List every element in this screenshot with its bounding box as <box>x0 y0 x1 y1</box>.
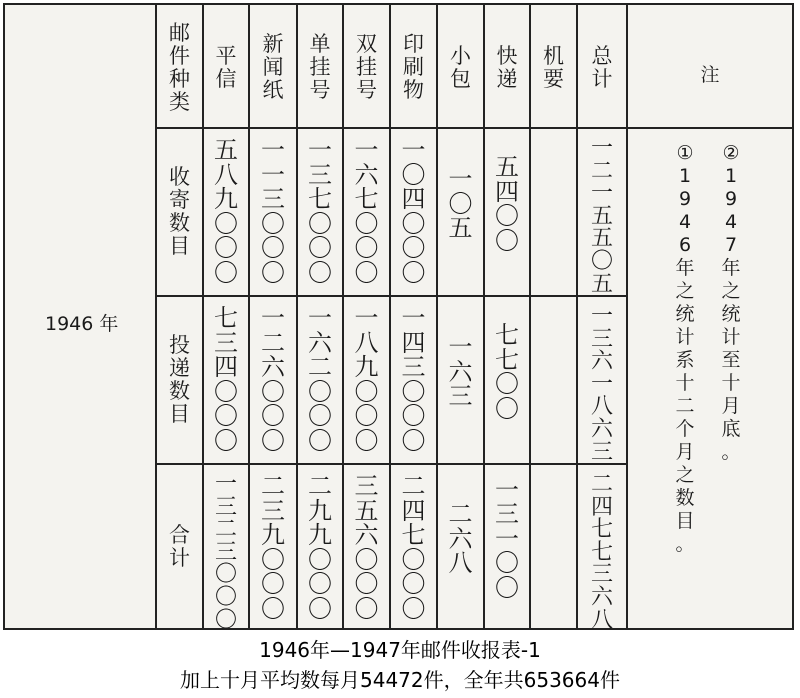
header-single_reg: 单 挂 号 <box>309 32 331 102</box>
header-newspaper: 新 闻 纸 <box>262 32 284 102</box>
header-express: 快 递 <box>496 43 518 91</box>
cell-r3-express: 一 三 一 〇 〇 <box>495 475 519 602</box>
cell-r1-ordinary: 五 八 九 〇 〇 〇 <box>214 136 238 287</box>
cell-r1-total: 一 二 一 五 五 〇 五 <box>590 136 613 297</box>
cell-r2-single_reg: 一 六 二 〇 〇 〇 <box>308 304 332 455</box>
row-label-3: 合 计 <box>169 523 190 570</box>
cell-r3-printed: 二 四 七 〇 〇 〇 <box>401 472 426 623</box>
cell-r2-double_reg: 一 八 九 〇 〇 〇 <box>354 304 379 455</box>
cell-r2-parcel: 一 六 三 <box>448 333 473 411</box>
header-total: 总 计 <box>591 43 613 91</box>
header-note: 注 <box>700 64 720 86</box>
table-subtitle: 加上十月平均数每月54472件，全年共653664件 <box>180 668 620 692</box>
header-double_reg: 双 挂 号 <box>356 32 377 102</box>
cell-r2-total: 一 三 六 一 八 六 三 <box>590 304 613 465</box>
cell-r2-express: 七 七 〇 〇 <box>495 321 519 423</box>
cell-r3-double_reg: 三 五 六 〇 〇 〇 <box>354 472 379 623</box>
row-label-2: 投 递 数 目 <box>169 333 190 426</box>
cell-r2-printed: 一 四 三 〇 〇 〇 <box>401 304 426 455</box>
header-confidential: 机 要 <box>543 43 564 91</box>
cell-r3-ordinary: 一 三 二 三 〇 〇 〇 <box>214 472 237 633</box>
note-2: ② 1 9 4 7 年 之 统 计 至 十 月 底 。 <box>721 142 741 463</box>
cell-r2-ordinary: 七 三 四 〇 〇 〇 <box>214 304 238 455</box>
cell-r1-single_reg: 一 三 七 〇 〇 〇 <box>308 136 332 287</box>
cell-r3-total: 二 四 七 七 三 六 八 <box>590 472 613 633</box>
cell-r3-single_reg: 二 九 九 〇 〇 〇 <box>308 472 332 623</box>
cell-r2-newspaper: 一 二 六 〇 〇 〇 <box>261 304 285 455</box>
header-printed: 印 刷 物 <box>403 32 424 102</box>
header-category: 邮 件 种 类 <box>169 20 190 114</box>
grid-hline <box>156 463 627 465</box>
row-label-1: 收 寄 数 目 <box>169 165 190 258</box>
cell-r1-parcel: 一 〇 五 <box>448 165 473 243</box>
note-1: ① 1 9 4 6 年 之 统 计 系 十 二 个 月 之 数 目 。 <box>675 142 695 555</box>
cell-r1-express: 五 四 〇 〇 <box>495 153 519 255</box>
cell-r1-double_reg: 一 六 七 〇 〇 〇 <box>354 136 379 287</box>
header-parcel: 小 包 <box>450 43 471 91</box>
grid-hline <box>156 295 627 297</box>
header-ordinary: 平 信 <box>215 43 237 91</box>
cell-r1-printed: 一 〇 四 〇 〇 〇 <box>401 136 426 287</box>
year-label: 1946 年 <box>45 313 119 335</box>
cell-r3-newspaper: 二 三 九 〇 〇 〇 <box>261 472 285 623</box>
cell-r3-parcel: 二 六 八 <box>448 500 473 578</box>
grid-hline <box>156 127 794 129</box>
cell-r1-newspaper: 一 一 三 〇 〇 〇 <box>261 136 285 287</box>
table-title: 1946年—1947年邮件收报表-1 <box>259 638 541 662</box>
